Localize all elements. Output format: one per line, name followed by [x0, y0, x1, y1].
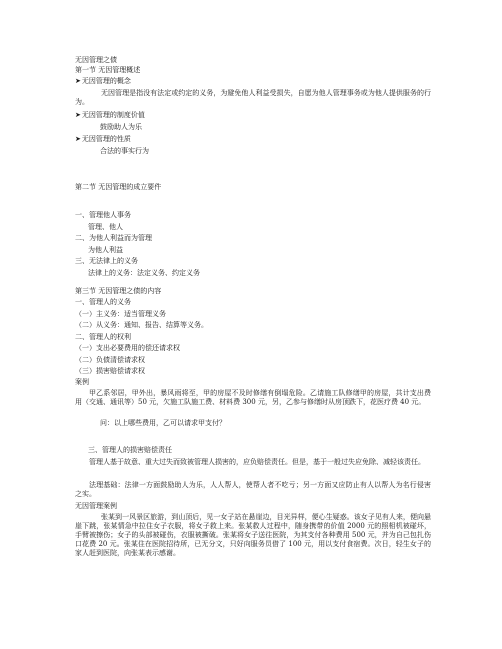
case-label: 案例: [75, 378, 89, 386]
content-line-7: （三）损害赔偿请求权: [75, 367, 145, 375]
content-line-6: （二）负债清偿请求权: [75, 356, 145, 364]
content-line-4: 二、管理人的权利: [75, 333, 131, 341]
case-2-paragraph: 张某到一风景区旅游，到山顶后，见一女子站在悬崖边，目光异样，便心生疑惑。该女子见有人来，便向悬崖下跳，张某情急中拉住女子衣服，将女子救上来。张某救人过程中，随身携带的价值 2000 元的照相机被碰坏，手臂被擦伤；女子的头部被碰伤，衣服被撕破。张某将女子送往医院，为其支付各种费用 500 元，并为自己包扎伤口花费 20 元。张某住在医院招待所，已无分文，只好向服务员借了 100 元，用以支付食宿费。次日，轻生女子的家人赶到医院，向张某表示感谢。: [75, 513, 431, 557]
bullet-concept-label: 无因管理的概念: [81, 77, 131, 85]
bullet-value: [75, 111, 145, 120]
section-1-heading: 第一节 无因管理概述: [75, 66, 141, 74]
case-paragraph: 甲乙系邻居，甲外出，暴风雨将至，甲的房屋不及时修缮有倒塌危险。乙请施工队修缮甲的房屋，共计支出费用（交通、通讯等）50 元，欠施工队施工费、材料费 300 元，另，乙参与修缮时从房顶跌下，花医疗费 40 元。: [75, 389, 431, 406]
nature-text: 合法的事实行为: [100, 147, 149, 155]
bullet-nature: [75, 135, 131, 144]
concept-paragraph: 无因管理是指没有法定或约定的义务，为避免他人利益受损失，自愿为他人管理事务或为他人提供服务的行为。: [75, 89, 431, 106]
content-line-8: 三、管理人的损害赔偿责任: [88, 446, 172, 454]
doc-title: 无因管理之债: [75, 56, 117, 64]
requirement-1-text: 管理、他人: [88, 223, 123, 231]
content-line-2: （一）主义务：适当管理义务: [75, 310, 166, 318]
arrow-bullet-icon: ➤: [75, 111, 81, 119]
liability-paragraph: 管理人基于故意、重大过失而致被管理人损害的，应负赔偿责任。但是，基于一般过失应免除、减轻该责任。: [89, 458, 425, 466]
requirement-3-text: 法律上的义务：法定义务、约定义务: [88, 269, 200, 277]
arrow-bullet-icon: ➤: [75, 77, 81, 85]
section-3-heading: 第三节 无因管理之债的内容: [75, 287, 162, 295]
bullet-nature-label: 无因管理的性质: [81, 135, 131, 143]
section-2-heading: 第二节 无因管理的成立要件: [75, 183, 162, 191]
case-2-label: 无因管理案例: [75, 502, 117, 510]
requirement-1: 一、管理他人事务: [75, 211, 131, 219]
requirement-3: 三、无法律上的义务: [75, 257, 138, 265]
bullet-concept: [75, 77, 131, 86]
content-line-5: （一）支出必要费用的偿还请求权: [75, 344, 180, 352]
requirement-2: 二、为他人利益而为管理: [75, 234, 152, 242]
requirement-2-text: 为他人利益: [88, 246, 123, 254]
value-text: 鼓励助人为乐: [100, 123, 142, 131]
content-line-3: （二）从义务：通知、报告、结算等义务。: [75, 321, 208, 329]
bullet-value-label: 无因管理的制度价值: [81, 111, 145, 119]
case-question: 问：以上哪些费用，乙可以请求甲支付？: [100, 419, 226, 427]
basis-paragraph: 法理基础：法律一方面鼓励助人为乐，人人帮人，使帮人者不吃亏；另一方面又应防止有人以帮人为名行侵害之实。: [75, 481, 431, 498]
content-line-1: 一、管理人的义务: [75, 298, 131, 306]
arrow-bullet-icon: ➤: [75, 135, 81, 143]
